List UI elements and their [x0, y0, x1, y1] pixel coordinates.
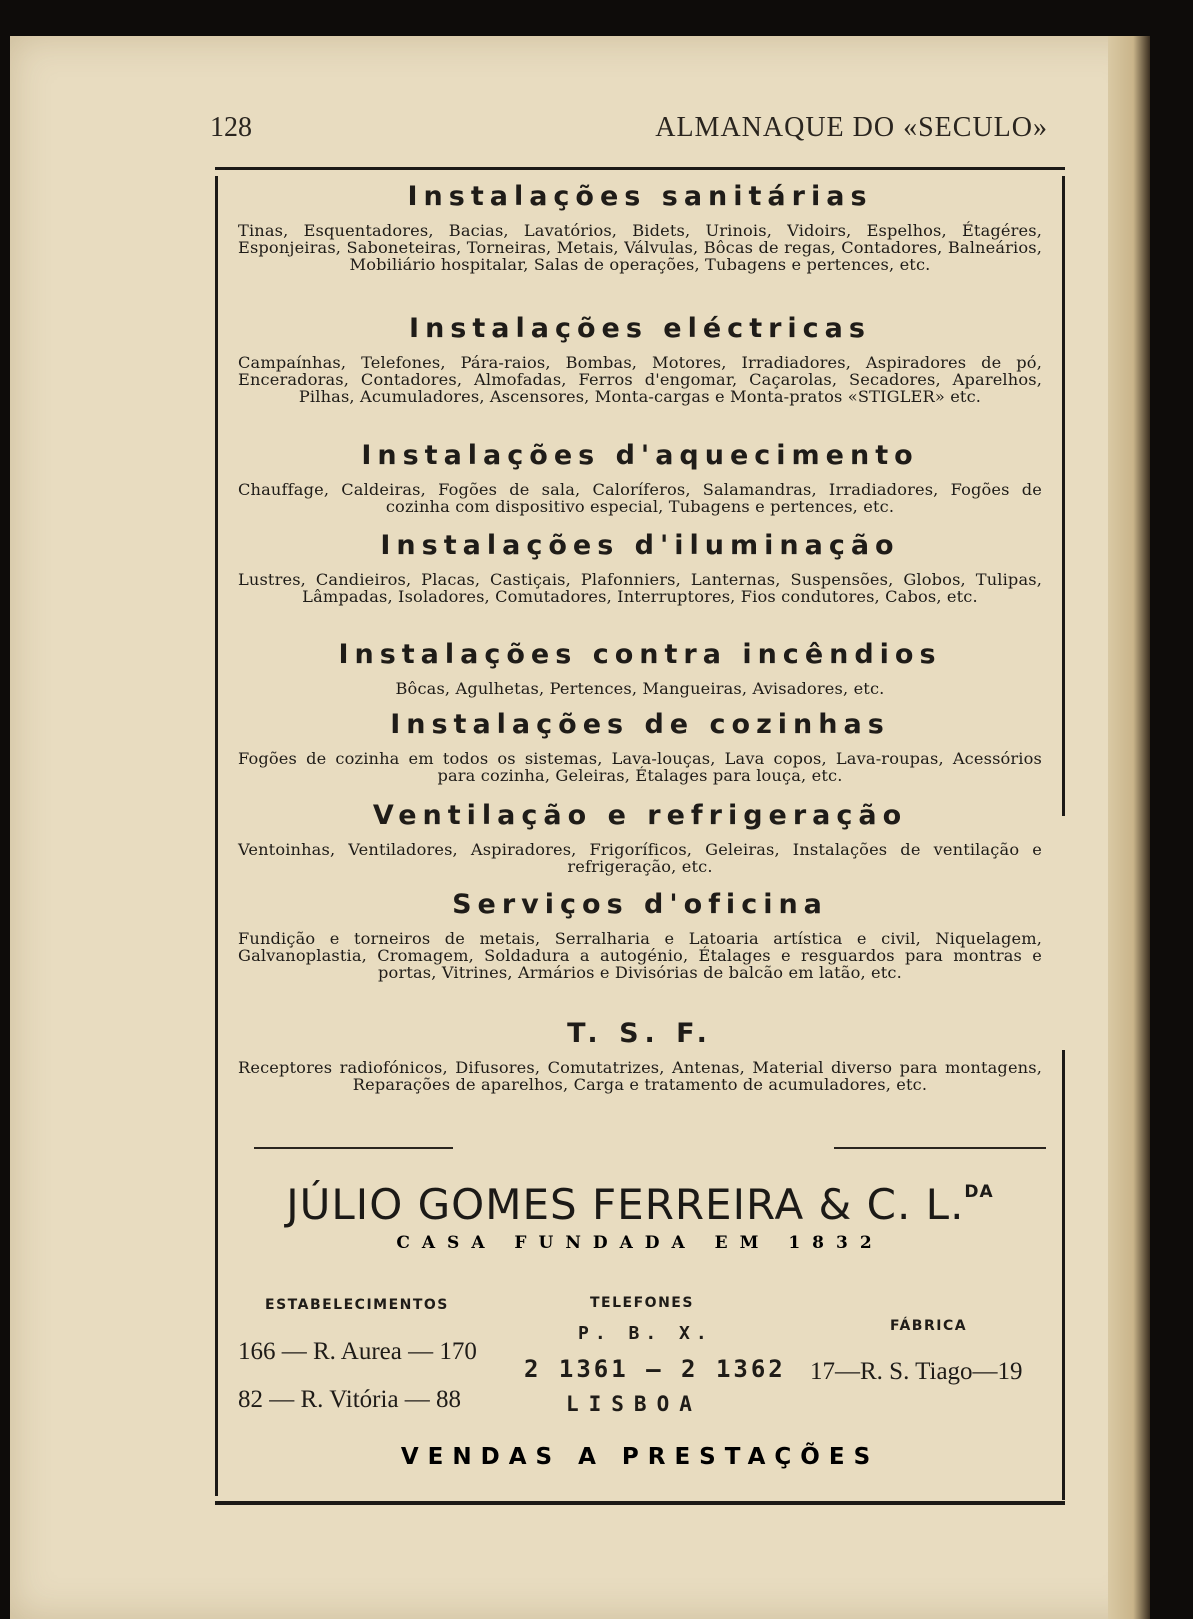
phone-numbers: 2 1361 — 2 1362 — [524, 1355, 786, 1383]
founded-line: CASA FUNDADA EM 1832 — [396, 1233, 884, 1253]
section-title: Serviços d'oficina — [452, 889, 828, 920]
section-body: Lustres, Candieiros, Placas, Castiçais, Plafonniers, Lanternas, Suspensões, Globos, Tulipas, Lâmpadas, Isoladores, Comutadores, Interruptores, Fios condutores, Cabos, etc. — [238, 570, 1042, 606]
section-body: Fogões de cozinha em todos os sistemas, Lava-louças, Lava copos, Lava-roupas, Acessórios para cozinha, Geleiras, Étalages para louça, etc. — [238, 749, 1042, 785]
section-body: Bôcas, Agulhetas, Pertences, Mangueiras, Avisadores, etc. — [395, 679, 885, 698]
section-title: Instalações de cozinhas — [390, 709, 890, 740]
factory-label: FÁBRICA — [890, 1318, 968, 1334]
frame-right-rule-bottom — [1062, 1050, 1065, 1500]
section-ventilacao — [230, 801, 1050, 875]
phones-label: TELEFONES — [590, 1295, 694, 1311]
page-header — [200, 112, 1060, 152]
section-body: Ventoinhas, Ventiladores, Aspiradores, Frigoríficos, Geleiras, Instalações de ventilação e refrigeração, etc. — [238, 840, 1042, 876]
section-aquecimento — [230, 441, 1050, 515]
section-title: Instalações d'iluminação — [380, 530, 900, 561]
section-title: Instalações sanitárias — [407, 181, 873, 212]
footer-slogan: VENDAS A PRESTAÇÕES — [400, 1444, 880, 1470]
company-name-suffix: DA — [964, 1182, 994, 1202]
frame-right-rule-top — [1062, 176, 1065, 816]
divider-right — [834, 1147, 1046, 1149]
section-tsf — [230, 1019, 1050, 1093]
section-iluminacao — [230, 531, 1050, 605]
section-oficina — [230, 890, 1050, 981]
section-title: Instalações eléctricas — [409, 313, 871, 344]
section-incendios — [230, 640, 1050, 697]
section-sanitarias — [230, 182, 1050, 273]
section-cozinhas — [230, 710, 1050, 784]
establishments-label: ESTABELECIMENTOS — [265, 1297, 449, 1313]
section-body: Campaínhas, Telefones, Pára-raios, Bombas, Motores, Irradiadores, Aspiradores de pó, Enceradoras, Contadores, Almofadas, Ferros d'engomar, Caçarolas, Secadores, Aparelhos, Pilhas, Acumuladores, Ascensores, Monta-cargas e Monta-pratos «STIGLER» etc. — [238, 353, 1042, 406]
section-body: Tinas, Esquentadores, Bacias, Lavatórios, Bidets, Urinois, Vidoirs, Espelhos, Étagéres, Esponjeiras, Saboneteiras, Torneiras, Metais, Válvulas, Bôcas de regas, Contadores, Balneários, Mobiliário hospitalar, Salas de operações, Tubagens e pertences, etc. — [238, 221, 1042, 274]
company-name-text: JÚLIO GOMES FERREIRA & C. L. — [286, 1180, 965, 1229]
page-edge — [1108, 36, 1150, 1619]
factory-address: 17—R. S. Tiago—19 — [810, 1358, 1023, 1385]
section-title: Ventilação e refrigeração — [372, 800, 908, 831]
section-title: Instalações d'aquecimento — [361, 440, 919, 471]
pbx-label: P. B. X. — [578, 1323, 713, 1344]
section-body: Fundição e torneiros de metais, Serralharia e Latoaria artística e civil, Niquelagem, Galvanoplastia, Cromagem, Soldadura a autogénio, Étalages e resguardos para montras e portas, Vitrines, Armários e Divisórias de balcão em latão, etc. — [238, 929, 1042, 982]
section-electricas — [230, 314, 1050, 405]
section-title: T. S. F. — [567, 1018, 713, 1049]
page-number: 128 — [210, 112, 252, 143]
establishment-address: 82 — R. Vitória — 88 — [238, 1386, 462, 1413]
divider-left — [254, 1147, 453, 1149]
section-body: Chauffage, Caldeiras, Fogões de sala, Caloríferos, Salamandras, Irradiadores, Fogões de cozinha com dispositivo especial, Tubagens e pertences, etc. — [238, 480, 1042, 516]
company-name — [230, 1180, 1050, 1229]
establishment-address: 166 — R. Aurea — 170 — [238, 1338, 477, 1365]
running-title: ALMANAQUE DO «SECULO» — [655, 112, 1048, 143]
section-body: Receptores radiofónicos, Difusores, Comutatrizes, Antenas, Material diverso para montagens, Reparações de aparelhos, Carga e tratamento de acumuladores, etc. — [238, 1058, 1042, 1094]
section-title: Instalações contra incêndios — [338, 639, 942, 670]
phone-city: LISBOA — [566, 1392, 702, 1416]
frame-left-rule — [215, 176, 218, 1496]
